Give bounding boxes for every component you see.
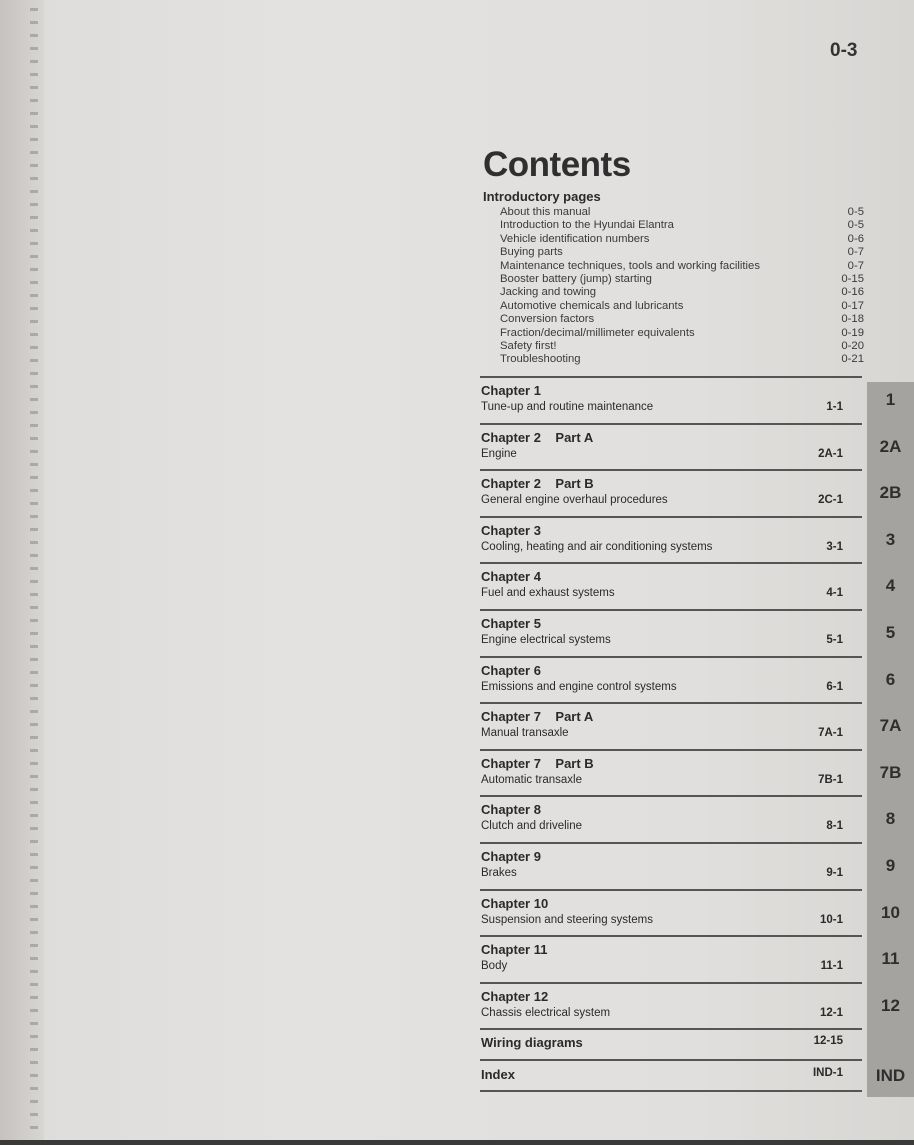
divider	[480, 842, 862, 844]
chapter-page: 5-1	[826, 634, 843, 646]
intro-item-label: Maintenance techniques, tools and working facilities	[500, 259, 760, 272]
intro-item-label: Troubleshooting	[500, 353, 581, 366]
wiring-diagrams-page: 12-15	[813, 1035, 843, 1047]
chapter-entry[interactable]	[481, 430, 863, 462]
divider	[480, 1028, 862, 1030]
chapter-heading: Chapter 12	[481, 988, 549, 1004]
chapter-description: Cooling, heating and air conditioning systems	[481, 540, 713, 553]
tab-chapter[interactable]: 9	[885, 856, 896, 875]
intro-item-page: 0-6	[847, 232, 864, 245]
intro-item[interactable]	[500, 340, 864, 353]
intro-item[interactable]	[500, 353, 864, 366]
chapter-entry[interactable]	[481, 942, 863, 974]
page-title: Contents	[483, 145, 631, 184]
intro-item[interactable]	[500, 233, 864, 246]
chapter-heading: Chapter 6	[481, 662, 541, 678]
divider	[480, 656, 862, 658]
intro-item-page: 0-16	[841, 286, 864, 299]
wiring-diagrams-entry[interactable]	[481, 1035, 863, 1050]
intro-item-page: 0-21	[841, 353, 864, 366]
tab-chapter[interactable]: 2A	[879, 436, 902, 456]
chapter-heading: Chapter 5	[481, 616, 541, 631]
chapter-heading: Chapter 4	[481, 569, 541, 585]
divider	[480, 795, 862, 797]
intro-item[interactable]	[500, 327, 864, 340]
intro-item-label: Safety first!	[500, 339, 557, 352]
tab-chapter[interactable]: 3	[885, 529, 896, 549]
chapter-heading: Chapter 8	[481, 802, 541, 818]
index-label: Index	[481, 1067, 515, 1082]
intro-heading: Introductory pages	[483, 189, 601, 204]
tab-chapter[interactable]: 8	[885, 809, 896, 829]
chapter-entry[interactable]	[481, 756, 863, 788]
chapter-description: Chassis electrical system	[481, 1006, 611, 1019]
chapter-page: 3-1	[826, 540, 843, 553]
chapter-description: Tune-up and routine maintenance	[481, 401, 654, 413]
chapter-entry[interactable]	[481, 383, 863, 415]
chapter-entry[interactable]	[481, 709, 863, 741]
divider	[480, 516, 862, 518]
intro-item-page: 0-17	[841, 299, 864, 312]
tab-chapter[interactable]: 7B	[879, 762, 902, 782]
chapter-page: 1-1	[826, 401, 843, 413]
chapter-page: 8-1	[826, 820, 843, 833]
intro-item[interactable]	[500, 300, 864, 313]
tab-chapter[interactable]: 4	[885, 576, 896, 596]
chapter-page: 2A-1	[818, 447, 843, 460]
intro-item[interactable]	[500, 273, 864, 286]
divider	[480, 1090, 862, 1092]
tab-chapter[interactable]: 10	[881, 902, 900, 922]
chapter-description: Brakes	[481, 867, 517, 879]
intro-item[interactable]	[500, 219, 864, 232]
intro-item[interactable]	[500, 260, 864, 273]
chapter-page: 10-1	[819, 913, 843, 926]
divider	[480, 376, 862, 378]
chapter-heading: Chapter 9	[481, 849, 541, 864]
bottom-edge	[0, 1140, 914, 1145]
page-number: 0-3	[830, 40, 858, 61]
chapter-page: 6-1	[826, 680, 843, 693]
chapter-description: Fuel and exhaust systems	[481, 587, 615, 600]
tab-chapter[interactable]: 6	[885, 669, 896, 689]
intro-item-page: 0-5	[847, 206, 864, 218]
intro-item-label: Jacking and towing	[500, 286, 597, 299]
intro-item-label: Booster battery (jump) starting	[500, 272, 652, 285]
divider	[480, 609, 862, 611]
tab-chapter[interactable]: 11	[881, 949, 900, 969]
chapter-description: Emissions and engine control systems	[481, 680, 677, 693]
chapter-page: 11-1	[820, 960, 843, 973]
divider	[480, 562, 862, 564]
chapter-page: 7B-1	[818, 773, 843, 786]
chapter-description: Suspension and steering systems	[481, 913, 653, 926]
intro-item-page: 0-18	[841, 313, 864, 326]
chapter-entry[interactable]	[481, 663, 863, 695]
intro-item[interactable]	[500, 286, 864, 299]
intro-item-label: About this manual	[500, 206, 591, 218]
chapter-page: 12-1	[819, 1006, 843, 1019]
divider	[480, 749, 862, 751]
intro-item-label: Buying parts	[500, 246, 563, 259]
tab-index[interactable]: IND	[875, 1066, 906, 1085]
chapter-page: 2C-1	[818, 494, 843, 507]
chapter-page: 7A-1	[818, 727, 843, 740]
chapter-heading: Chapter 7 Part B	[481, 755, 594, 771]
wiring-diagrams-label: Wiring diagrams	[481, 1035, 583, 1050]
intro-item-label: Conversion factors	[500, 313, 595, 326]
divider	[480, 982, 862, 984]
intro-item-page: 0-19	[841, 326, 864, 339]
chapter-description: Engine electrical systems	[481, 634, 611, 646]
chapter-entry[interactable]	[481, 802, 863, 834]
chapter-description: Manual transaxle	[481, 727, 569, 740]
intro-item-label: Vehicle identification numbers	[500, 232, 650, 245]
chapter-description: Automatic transaxle	[481, 773, 582, 786]
chapter-description: Engine	[481, 447, 517, 460]
chapter-description: Clutch and driveline	[481, 820, 583, 833]
tab-chapter[interactable]: 7A	[879, 716, 902, 736]
chapter-entry[interactable]	[481, 569, 863, 601]
chapter-entry[interactable]	[481, 476, 863, 508]
intro-item-page: 0-5	[847, 219, 864, 232]
intro-item[interactable]	[500, 313, 864, 326]
chapter-entry[interactable]	[481, 616, 863, 648]
chapter-description: Body	[481, 960, 508, 973]
tab-chapter[interactable]: 2B	[879, 483, 902, 503]
chapter-entry[interactable]	[481, 849, 863, 881]
chapter-heading: Chapter 11	[481, 942, 548, 958]
intro-item-label: Introduction to the Hyundai Elantra	[500, 219, 674, 232]
intro-item-page: 0-7	[847, 246, 864, 259]
intro-item-label: Fraction/decimal/millimeter equivalents	[500, 326, 695, 339]
divider	[480, 702, 862, 704]
intro-item-page: 0-20	[841, 339, 864, 352]
tab-chapter[interactable]: 5	[885, 623, 896, 642]
index-page: IND-1	[812, 1067, 843, 1079]
chapter-heading: Chapter 2 Part A	[481, 429, 594, 445]
chapter-heading: Chapter 2 Part B	[481, 476, 594, 492]
chapter-entry[interactable]	[481, 523, 863, 555]
chapter-description: General engine overhaul procedures	[481, 494, 668, 507]
intro-item[interactable]	[500, 246, 864, 259]
intro-item[interactable]	[500, 206, 864, 219]
intro-item-page: 0-7	[847, 259, 864, 272]
divider	[480, 423, 862, 425]
index-entry[interactable]	[481, 1067, 863, 1082]
chapter-heading: Chapter 1	[481, 383, 541, 398]
spiral-binding-holes	[30, 8, 38, 1138]
chapter-page: 4-1	[826, 587, 843, 600]
intro-item-label: Automotive chemicals and lubricants	[500, 299, 684, 312]
chapter-heading: Chapter 10	[481, 895, 549, 911]
divider	[480, 935, 862, 937]
tab-chapter[interactable]: 1	[885, 390, 896, 409]
intro-item-page: 0-15	[841, 272, 864, 285]
divider	[480, 1059, 862, 1061]
chapter-heading: Chapter 7 Part A	[481, 709, 594, 725]
intro-list	[500, 206, 864, 367]
chapter-entry[interactable]	[481, 989, 863, 1021]
chapter-entry[interactable]	[481, 896, 863, 928]
chapter-heading: Chapter 3	[481, 522, 541, 538]
tab-chapter[interactable]: 12	[881, 995, 900, 1015]
divider	[480, 889, 862, 891]
chapter-page: 9-1	[826, 867, 843, 879]
divider	[480, 469, 862, 471]
